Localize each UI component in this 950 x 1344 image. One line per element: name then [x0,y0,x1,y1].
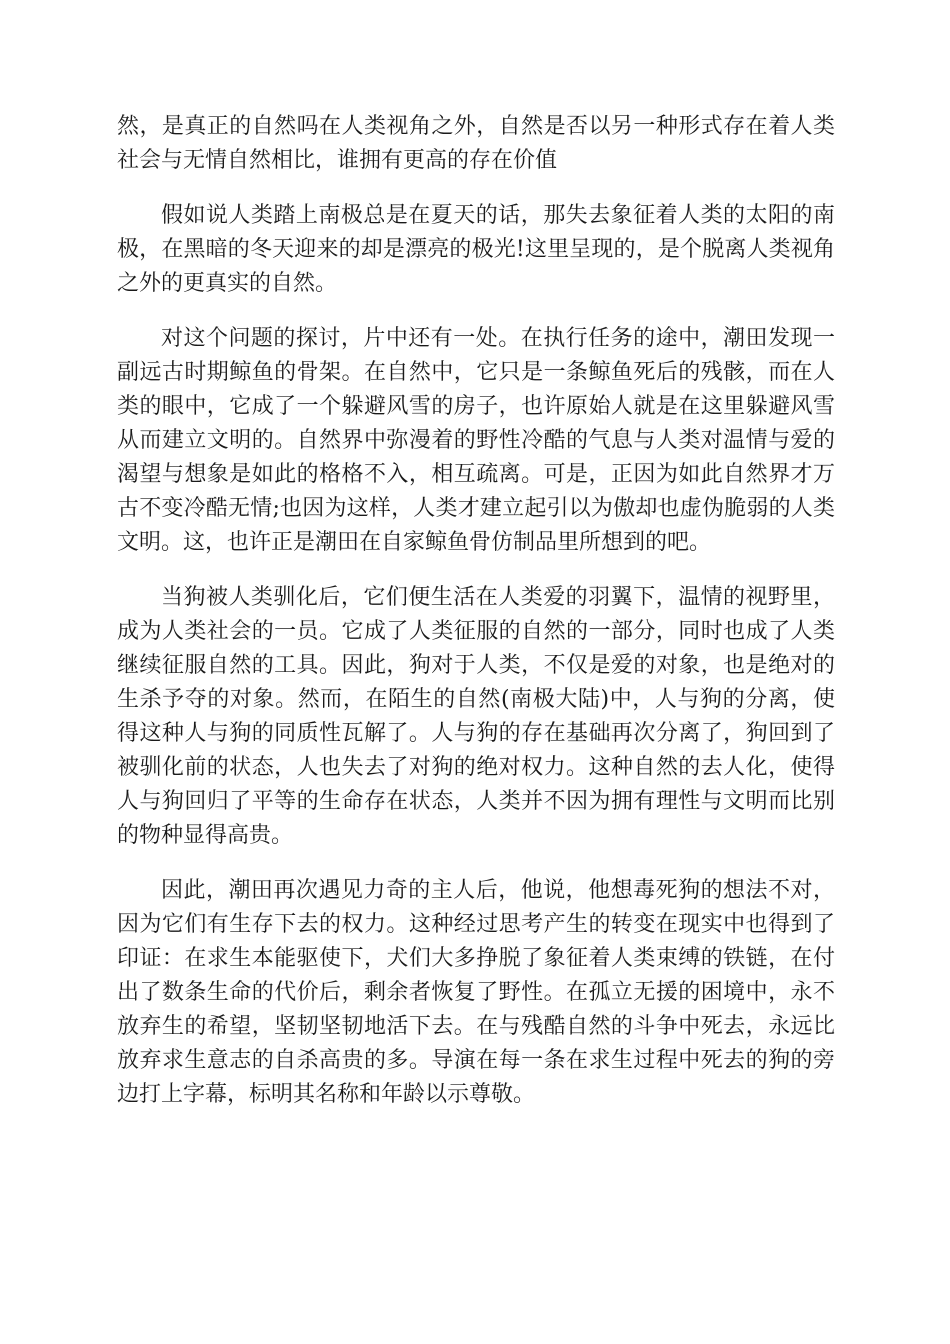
paragraph-dog-domestication: 当狗被人类驯化后，它们便生活在人类爱的羽翼下，温情的视野里，成为人类社会的一员。它成了人类征服的自然的一部分，同时也成了人类继续征服自然的工具。因此，狗对于人类，不仅是爱的对象，也是绝对的生杀予夺的对象。然而，在陌生的自然(南极大陆)中，人与狗的分离，使得这种人与狗的同质性瓦解了。人与狗的存在基础再次分离了，狗回到了被驯化前的状态，人也失去了对狗的绝对权力。这种自然的去人化，使得人与狗回归了平等的生命存在状态，人类并不因为拥有理性与文明而比别的物种显得高贵。 [117,585,835,848]
document-page [117,110,835,1133]
paragraph-survival: 因此，潮田再次遇见力奇的主人后，他说，他想毒死狗的想法不对，因为它们有生存下去的权力。这种经过思考产生的转变在现实中也得到了印证：在求生本能驱使下，犬们大多挣脱了象征着人类束缚的铁链，在付出了数条生命的代价后，剩余者恢复了野性。在孤立无援的困境中，永不放弃生的希望，坚韧坚韧地活下去。在与残酷自然的斗争中死去，永远比放弃求生意志的自杀高贵的多。导演在每一条在求生过程中死去的狗的旁边打上字幕，标明其名称和年龄以示尊敬。 [117,878,835,1107]
paragraph-aurora: 假如说人类踏上南极总是在夏天的话，那失去象征着人类的太阳的南极，在黑暗的冬天迎来的却是漂亮的极光!这里呈现的，是个脱离人类视角之外的更真实的自然。 [117,203,835,296]
paragraph-whale-skeleton: 对这个问题的探讨，片中还有一处。在执行任务的途中，潮田发现一副远古时期鲸鱼的骨架。在自然中，它只是一条鲸鱼死后的残骸，而在人类的眼中，它成了一个躲避风雪的房子，也许原始人就是在这里躲避风雪从而建立文明的。自然界中弥漫着的野性冷酷的气息与人类对温情与爱的渴望与想象是如此的格格不入，相互疏离。可是，正因为如此自然界才万古不变冷酷无情;也因为这样，人类才建立起引以为傲却也虚伪脆弱的人类文明。这，也许正是潮田在自家鲸鱼骨仿制品里所想到的吧。 [117,326,835,555]
paragraph-continued: 然，是真正的自然吗在人类视角之外，自然是否以另一种形式存在着人类社会与无情自然相比，谁拥有更高的存在价值 [117,114,835,173]
